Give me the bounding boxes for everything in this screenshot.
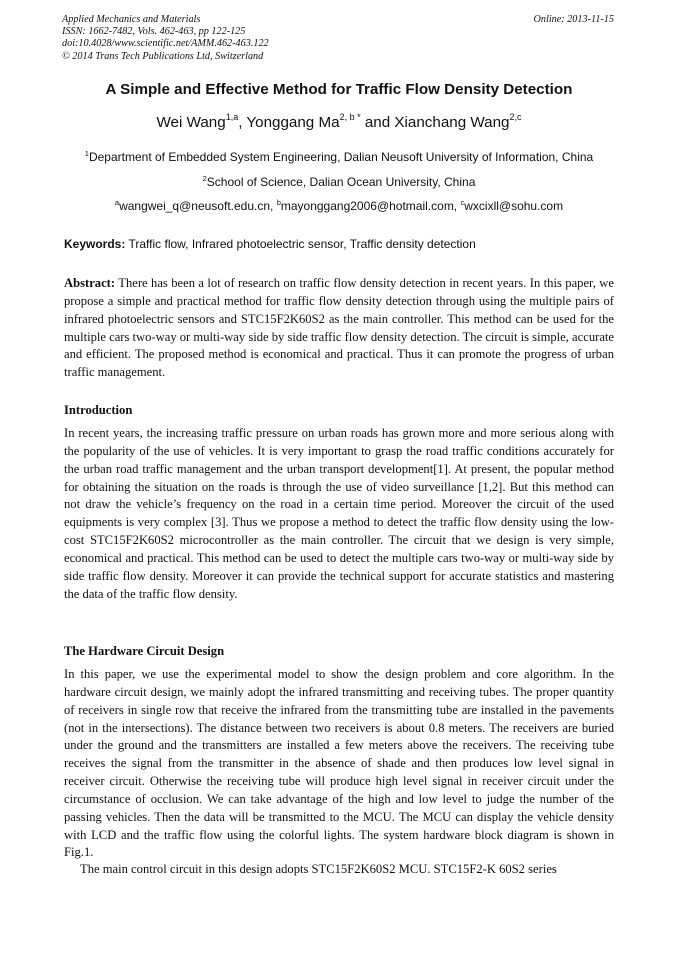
author-superscript: 1,a (225, 112, 239, 122)
keywords-text: Traffic flow, Infrared photoelectric sensor, Traffic density detection (125, 237, 476, 251)
author-name: Yonggang Ma (246, 114, 340, 131)
email-address: mayonggang2006@hotmail.com, (280, 199, 461, 213)
online-date: Online: 2013-11-15 (533, 14, 614, 25)
email-address: wxcixll@sohu.com (464, 199, 564, 213)
hardware-paragraph: In this paper, we use the experimental model to show the design problem and core algorithm. In the hardware circuit design, we mainly adopt the infrared transmitting and receiving tubes. The proper quantity of receivers in single row that receive the infrared from the transmitting tube are installed in the pavements (not in the intersections). The distance between two receivers is about 0.8 meters. The receivers are buried under the ground and the transmitters are installed a few meters above the receivers. The receiving tube receives the signal from the transmitter in the absence of shade and then produces low level signal in receiver circuit. Otherwise the receiving tube will produce high level signal in receiver circuit under the circumstance of occlusion. We can take advantage of the high and low level to judge the number of the passing vehicles. Then the data will be transmitted to the MCU. The MCU can display the vehicle density with LCD and the traffic flow using the colorful lights. The system hardware block diagram is shown in Fig.1. (64, 667, 614, 860)
paper-title: A Simple and Effective Method for Traffic Flow Density Detection (105, 81, 573, 98)
journal-name: Applied Mechanics and Materials (62, 14, 201, 25)
email-address: wangwei_q@neusoft.edu.cn, (119, 199, 277, 213)
journal-header (62, 14, 614, 63)
affiliation-text: Department of Embedded System Engineering, Dalian Neusoft University of Information, China (88, 150, 594, 164)
issn-line: ISSN: 1662-7482, Vols. 462-463, pp 122-125 (62, 26, 246, 38)
copyright-line: © 2014 Trans Tech Publications Ltd, Switzerland (62, 50, 264, 62)
affiliation-superscript: 2 (202, 174, 207, 183)
affiliation-1 (0, 150, 678, 165)
author-superscript: 2, b * (339, 112, 361, 122)
email-superscript: c (460, 198, 465, 207)
author-emails (0, 199, 678, 214)
abstract-label: Abstract: (64, 276, 116, 290)
affiliation-2 (0, 175, 678, 190)
main-control-paragraph: The main control circuit in this design adopts STC15F2K60S2 MCU. STC15F2-K 60S2 series (80, 862, 557, 876)
author-superscript: 2,c (509, 112, 522, 122)
keywords-line (64, 237, 616, 252)
abstract-text: There has been a lot of research on traffic flow density detection in recent years. In this paper, we propose a simple and practical method for traffic flow density detection through using the multiple pairs of infrared photoelectric sensors and STC15F2K60S2 as the main controller. This method can be used for the multiple cars two-way or multi-way side by side traffic flow density detection. The circuit is simple, accurate and efficient. The proposed method is economical and practical. Thus it can promote the progress of urban traffic management. (64, 276, 614, 380)
author-name: Xianchang Wang (394, 114, 510, 131)
author-list (0, 113, 678, 133)
affiliation-text: School of Science, Dalian Ocean University, China (206, 175, 476, 189)
email-superscript: a (114, 198, 120, 207)
email-superscript: b (276, 198, 281, 207)
hardware-heading: The Hardware Circuit Design (64, 644, 225, 658)
introduction-paragraph: In recent years, the increasing traffic pressure on urban roads has grown more and more serious along with the popularity of the use of vehicles. It is very important to grasp the road traffic conditions accurately for the urban road traffic management and the urban transport development[1]. At present, the popular method for obtaining the situation on the roads is through the use of video surveillance [1,2]. But this method can not draw the vehicle’s frequency on the road in a certain time period. Moreover the circuit of the used equipments is very complex [3]. Thus we propose a method to detect the traffic flow density using the low-cost STC15F2K60S2 microcontroller as the main controller. The circuit that we design is very simple, economical and practical. This method can be used to detect the multiple cars two-way or multi-way side by side traffic flow density. Moreover it can provide the technical support for accurate statistics and mastering the data of the traffic flow density. (64, 426, 614, 601)
affiliation-superscript: 1 (84, 149, 89, 158)
introduction-heading: Introduction (64, 403, 133, 417)
author-separator: , (238, 114, 247, 131)
author-name: Wei Wang (156, 114, 226, 131)
author-separator: and (360, 114, 395, 131)
abstract-paragraph (64, 275, 614, 382)
keywords-label: Keywords: (64, 237, 126, 251)
doi-line: doi:10.4028/www.scientific.net/AMM.462-463.122 (62, 38, 269, 50)
